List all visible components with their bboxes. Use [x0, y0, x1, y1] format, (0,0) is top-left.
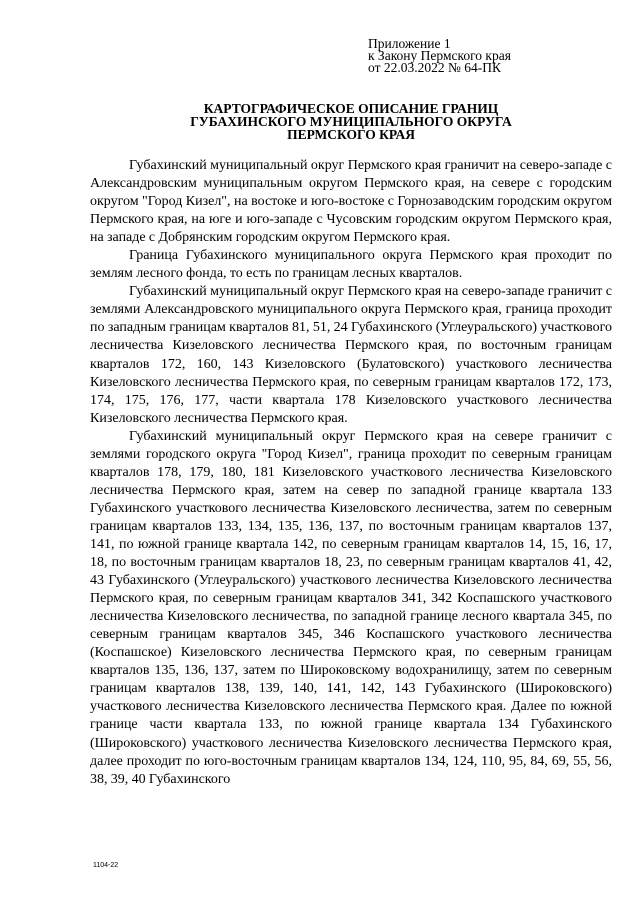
document-title [90, 102, 612, 141]
document-body [90, 157, 612, 789]
title-line-2: ГУБАХИНСКОГО МУНИЦИПАЛЬНОГО ОКРУГА [190, 114, 512, 129]
paragraph-1: Губахинский муниципальный округ Пермского края граничит на северо-западе с Александровским муниципальным округом Пермского края, на севере с городским округом "Город Кизел", на востоке и юго-востоке с Горнозаводским городским округом Пермского края, на юге и юго-западе с Чусовским городским округом Пермского края, на западе с Добрянским городским округом Пермского края. [90, 158, 612, 246]
appendix-line-2: к Закону Пермского края [368, 48, 511, 63]
paragraph-4: Губахинский муниципальный округ Пермского края на севере граничит с землями городского округа "Город Кизел", граница проходит по северным границам кварталов 178, 179, 180, 181 Кизеловского участкового лесничества Кизеловского лесничества Пермского края, затем на север по западной границе квартала 133 Губахинского участкового лесничества Кизеловского лесничества, затем по северным границам кварталов 133, 134, 135, 136, 137, по восточным границам кварталов 137, 141, по южной границе квартала 142, по северным границам кварталов 14, 15, 16, 17, 18, по восточным границам кварталов 18, 23, по северным границам кварталов 41, 42, 43 Губахинского (Углеуральского) участкового лесничества Кизеловского лесничества Пермского края, по северным границам кварталов 341, 342 Коспашского участкового лесничества Кизеловского лесничества, по западной границе лесного квартала 345, по северным границам кварталов 345, 346 Коспашского участкового лесничества (Коспашское) Кизеловского лесничества Пермского края, по северным границам кварталов 135, 136, 137, затем по Широковскому водохранилищу, затем по северным границам кварталов 138, 139, 140, 141, 142, 143 Губахинского (Широковского) участкового лесничества Кизеловского лесничества Пермского края. Далее по южной границе части квартала 133, по южной границе квартала 134 Губахинского (Широковского) участкового лесничества Кизеловского лесничества Пермского края, далее проходит по юго-восточным границам кварталов 134, 124, 110, 95, 84, 69, 55, 56, 38, 39, 40 Губахинского [90, 428, 612, 787]
title-line-1: КАРТОГРАФИЧЕСКОЕ ОПИСАНИЕ ГРАНИЦ [203, 101, 499, 116]
appendix-header [368, 38, 511, 74]
paragraph-3: Губахинский муниципальный округ Пермского края на северо-западе граничит с землями Александровского муниципального округа Пермского края, граница проходит по западным границам кварталов 81, 51, 24 Губахинского (Углеуральского) участкового лесничества Кизеловского лесничества Пермского края, по восточным границам кварталов 172, 160, 143 Кизеловского (Булатовского) участкового лесничества Кизеловского лесничества Пермского края, по северным границам кварталов 172, 173, 174, 175, 176, 177, части квартала 178 Кизеловского участкового лесничества Кизеловского лесничества Пермского края. [90, 284, 612, 426]
footer-code: 1104-22 [93, 862, 119, 869]
appendix-line-1: Приложение 1 [368, 36, 451, 51]
paragraph-2: Граница Губахинского муниципального округа Пермского края проходит по землям лесного фонда, то есть по границам лесных кварталов. [90, 248, 612, 282]
appendix-line-3: от 22.03.2022 № 64-ПК [368, 60, 501, 75]
title-line-3: ПЕРМСКОГО КРАЯ [287, 127, 415, 142]
